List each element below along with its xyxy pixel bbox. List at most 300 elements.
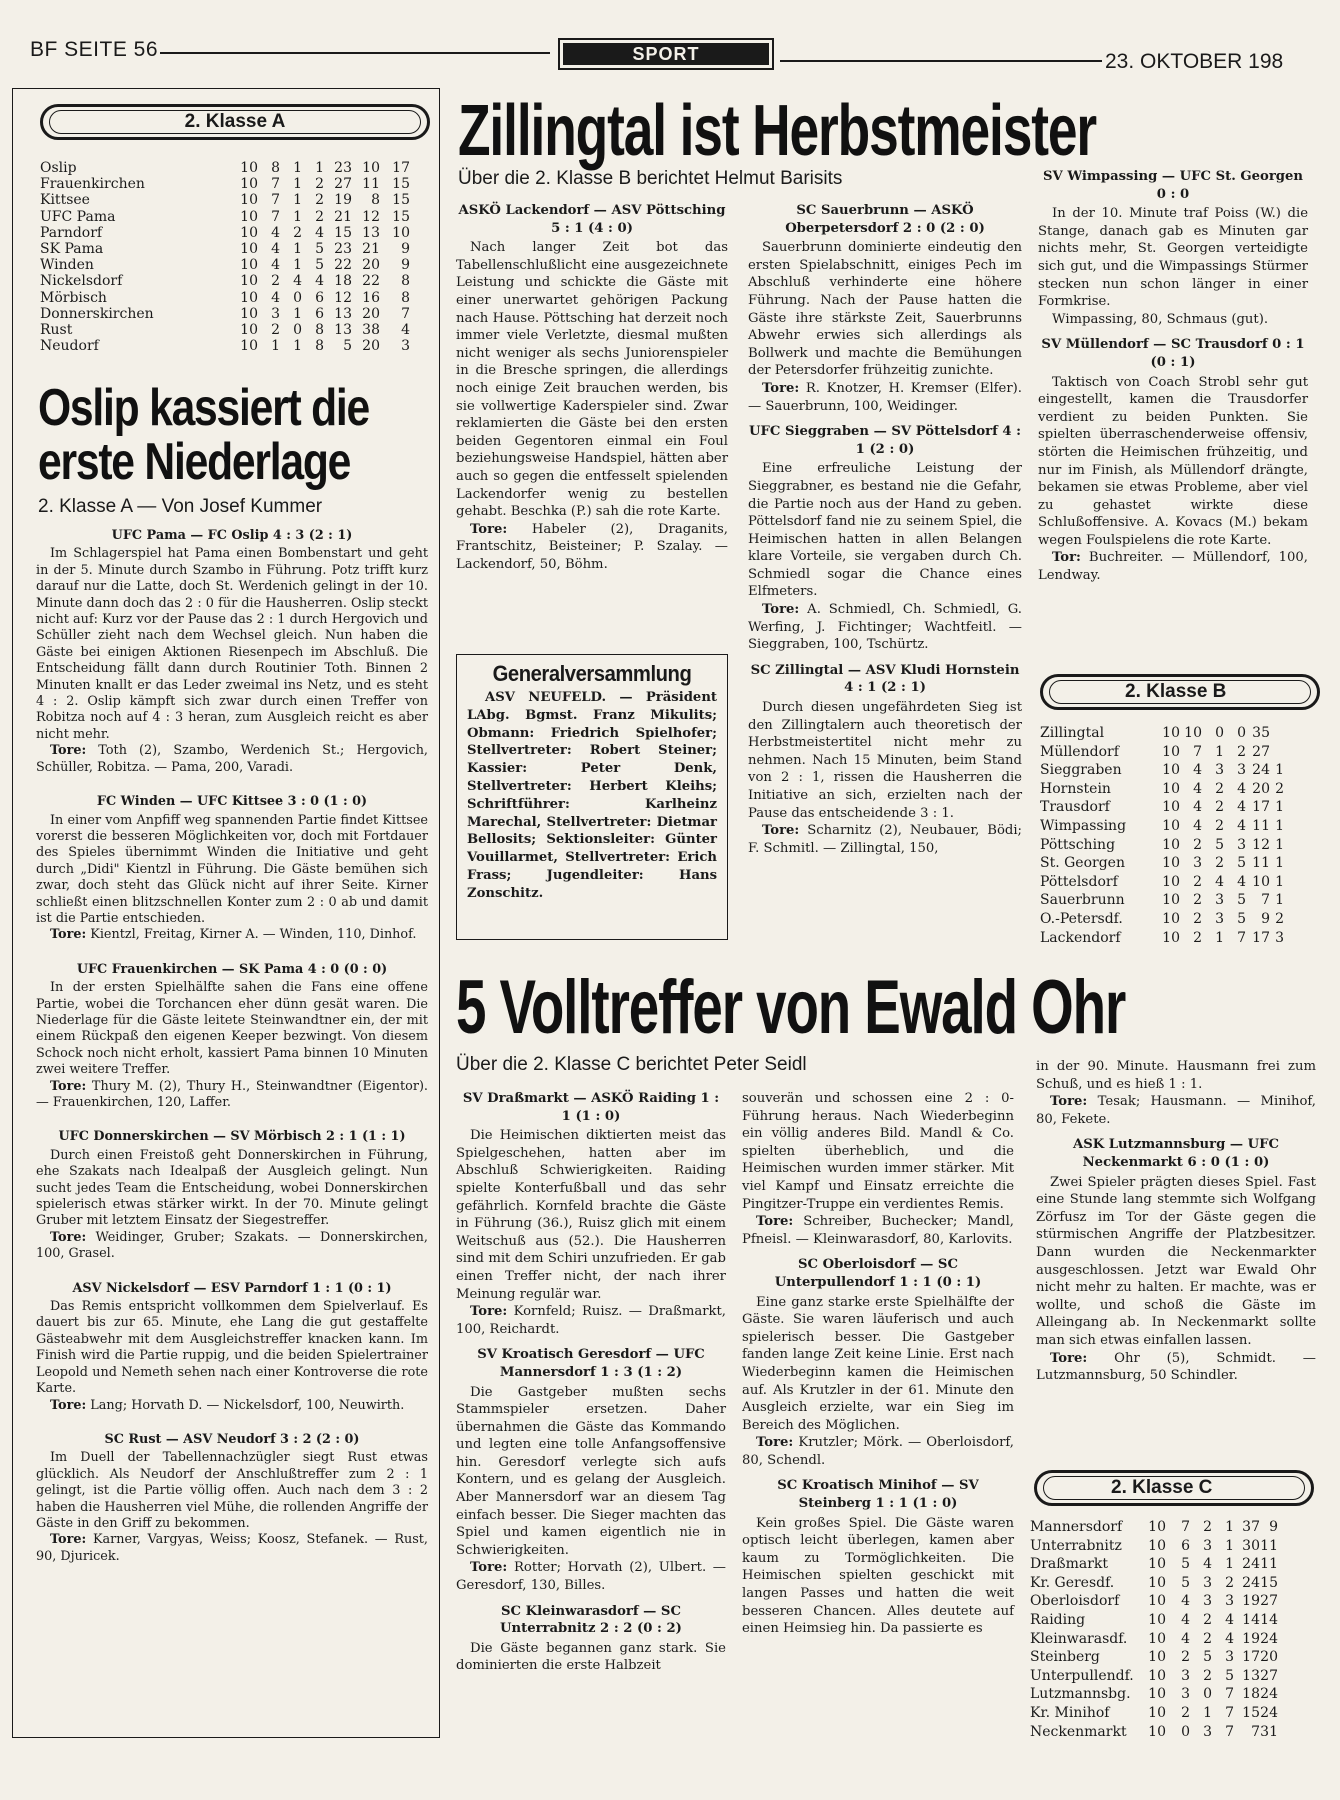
- standings-value: 5: [1225, 1667, 1234, 1684]
- oslip-headline-line1: Oslip kassiert die: [38, 379, 369, 437]
- standings-value: [1278, 1518, 1288, 1537]
- standings-value: 10: [240, 273, 258, 290]
- standings-value: 2: [1215, 799, 1224, 816]
- standings-value: 4: [1237, 873, 1246, 890]
- standings-value: 15: [334, 224, 352, 241]
- match-scorers: Tore: Habeler (2), Draganits, Frantschitz, Beisteiner; P. Szalay. — Lackendorf, 50, Böhm.: [456, 521, 728, 572]
- standings-value: 10: [1148, 1537, 1166, 1554]
- standings-value: 10: [1148, 1611, 1166, 1628]
- standings-value: 10: [1162, 762, 1180, 779]
- standings-value: 5: [1215, 836, 1224, 853]
- standings-value: 10: [1162, 799, 1180, 816]
- team-name: St. Georgen: [1040, 855, 1125, 872]
- ohr-col-2: [742, 1090, 1014, 1638]
- match-report: in der 90. Minute. Hausmann frei zum Schuß, und es hieß 1 : 1.: [1036, 1059, 1316, 1092]
- standings-value: 4: [401, 322, 410, 339]
- standings-value: [1284, 836, 1298, 855]
- match-scorers: Tore: Tesak; Hausmann. — Minihof, 80, Fekete.: [1036, 1094, 1316, 1127]
- team-name: Zillingtal: [1040, 725, 1105, 741]
- match-scorers: Tore: Weidinger, Gruber; Szakats. — Donnerskirchen, 100, Grasel.: [36, 1229, 428, 1262]
- standings-value: 5: [1181, 1574, 1190, 1591]
- match-report: Eine erfreuliche Leistung der Sieggrabner, es bestand nie die Gefahr, die Partie noch aus der Hand zu geben. Pöttelsdorf fand nie zu seinem Spiel, die Heimischen hatten in allen Belangen klare Vorteile, sie vergaben durch Ch. Schmiedl sogar die Chance eines Elfmeters.: [748, 461, 1022, 600]
- team-name: Müllendorf: [1040, 743, 1119, 760]
- standings-value: 10: [240, 289, 258, 306]
- standings-value: 1: [1275, 836, 1284, 853]
- standings-row: [1030, 1630, 1330, 1649]
- klasse-c-title-pill: [1034, 1470, 1314, 1506]
- standings-value: 5: [1237, 855, 1246, 872]
- standings-value: 3: [1203, 1593, 1212, 1610]
- standings-value: [1284, 724, 1298, 743]
- standings-value: 27: [1260, 1593, 1278, 1610]
- standings-value: 1: [1215, 929, 1224, 946]
- standings-value: 2: [1203, 1519, 1212, 1535]
- standings-value: [1278, 1704, 1288, 1723]
- standings-value: 19: [1242, 1630, 1260, 1647]
- standings-value: 14: [1260, 1611, 1278, 1628]
- standings-value: 1: [293, 257, 302, 274]
- team-name: Donnerskirchen: [40, 305, 154, 322]
- standings-value: 4: [1203, 1556, 1212, 1573]
- standings-value: [1278, 1611, 1288, 1630]
- klasse-c-standings: [1030, 1518, 1330, 1741]
- standings-value: 10: [240, 224, 258, 241]
- match-report: In einer vom Anpfiff weg spannenden Partie findet Kittsee vorerst die besseren Möglichkeiten vor, doch mit Fortdauer des Spieles übernimmt Winden die Initiative und geht durch „Didi" Kientzl in Führung. Die Gäste bemühen sich zwar, doch steht das Glück nicht auf ihrer Seite. Kirner schließt einen blitzschnellen Konter zum 2 : 0 ab und damit ist die Partie entschieden.: [36, 812, 428, 926]
- standings-value: 35: [1252, 725, 1270, 741]
- match-scorers: Tor: Buchreiter. — Müllendorf, 100, Lendway.: [1038, 550, 1308, 584]
- standings-value: 3: [1181, 1667, 1190, 1684]
- standings-value: [1284, 910, 1298, 929]
- standings-value: 12: [362, 208, 380, 225]
- standings-value: 10: [240, 338, 258, 355]
- standings-value: 8: [401, 273, 410, 290]
- team-name: Kr. Geresdf.: [1030, 1574, 1115, 1591]
- match-heading: ASK Lutzmannsburg — UFC Neckenmarkt 6 : 0 (1 : 0): [1072, 1137, 1280, 1170]
- team-name: Kittsee: [40, 192, 90, 209]
- standings-value: 1: [293, 305, 302, 322]
- zillingtal-headline: Zillingtal ist Herbstmeister: [458, 91, 1097, 171]
- standings-value: [1284, 891, 1298, 910]
- standings-value: 3: [1225, 1649, 1234, 1666]
- standings-value: 13: [334, 305, 352, 322]
- standings-value: 10: [240, 257, 258, 274]
- standings-value: 0: [1215, 725, 1224, 741]
- standings-value: 2: [1203, 1611, 1212, 1628]
- standings-value: 10: [1148, 1630, 1166, 1647]
- standings-value: 1: [293, 176, 302, 193]
- standings-value: 22: [362, 273, 380, 290]
- standings-value: 1: [1275, 855, 1284, 872]
- standings-value: 19: [1242, 1593, 1260, 1610]
- match-scorers: Tore: Toth (2), Szambo, Werdenich St.; Hergovich, Schüller, Robitza. — Pama, 200, Varadi.: [36, 743, 428, 775]
- match-heading: SV Draßmarkt — ASKÖ Raiding 1 : 1 (1 : 0): [462, 1091, 720, 1124]
- match-report: Zwei Spieler prägten dieses Spiel. Fast eine Stunde lang stemmte sich Wolfgang Zörfusz im Tor der Gäste gegen die stürmischen Angriffe der Platzbesitzer. Dann wurden die Neckenmarkter ausgeschlossen. Jetzt war Ewald Ohr nicht mehr zu halten. Er machte, was er wollte, und schoß die Gäste im Alleingang ab. In Neckenmarkt sollte man sich etwas einfallen lassen.: [1036, 1174, 1316, 1348]
- standings-value: 6: [315, 305, 324, 322]
- standings-row: [1030, 1555, 1330, 1574]
- standings-value: 0: [1181, 1723, 1190, 1740]
- standings-value: 7: [1225, 1686, 1234, 1703]
- standings-value: 37: [1242, 1519, 1260, 1535]
- standings-value: 4: [293, 273, 302, 290]
- standings-value: 1: [293, 241, 302, 258]
- standings-value: 3: [1203, 1574, 1212, 1591]
- standings-value: 17: [1252, 929, 1270, 946]
- standings-value: 10: [240, 305, 258, 322]
- zillingtal-col-1: [456, 202, 728, 573]
- standings-value: 8: [315, 338, 324, 355]
- standings-value: 2: [1181, 1704, 1190, 1721]
- team-name: Unterpullendf.: [1030, 1667, 1134, 1684]
- standings-value: 1: [1225, 1556, 1234, 1573]
- match-report: Durch einen Freistoß geht Donnerskirchen in Führung, ehe Szakats nach Idealpaß der Ausgleich gelingt. Nun sucht jedes Team die Entscheidung, wobei Donnerskirchen spielerisch etwas stärker wirkt. In der 70. Minute gelingt Gruber mit letztem Einsatz der Siegestreffer.: [36, 1147, 428, 1229]
- standings-value: 22: [334, 257, 352, 274]
- standings-row: [1040, 761, 1340, 780]
- standings-value: 14: [1242, 1611, 1260, 1628]
- standings-value: 7: [1251, 1723, 1260, 1740]
- standings-value: [1278, 1723, 1288, 1742]
- match-heading: UFC Sieggraben — SV Pöttelsdorf 4 : 1 (2 : 0): [749, 424, 1021, 457]
- standings-value: 9: [1269, 1519, 1278, 1535]
- standings-row: [40, 322, 430, 338]
- standings-row: [40, 176, 430, 192]
- standings-value: 2: [1193, 873, 1202, 890]
- standings-row: [1030, 1592, 1330, 1611]
- team-name: Nickelsdorf: [40, 273, 123, 290]
- section-label: SPORT: [563, 43, 769, 65]
- standings-value: 11: [1260, 1556, 1278, 1573]
- standings-value: 10: [1162, 892, 1180, 909]
- standings-value: 1: [1275, 817, 1284, 834]
- match-report: Sauerbrunn dominierte eindeutig den ersten Spielabschnitt, einiges Pech im Abschluß verhinderte eine höhere Führung. Nach der Pause hatten die Gäste ihre stärkste Zeit, Sauerbrunns Abwehr erwies sich allerdings als Bollwerk und machte die Bemühungen der Petersdorfer frühzeitig zunichte.: [748, 240, 1022, 379]
- standings-value: 10: [240, 241, 258, 258]
- standings-value: 6: [1181, 1537, 1190, 1554]
- team-name: Lutzmannsbg.: [1030, 1686, 1131, 1703]
- standings-value: 17: [1242, 1649, 1260, 1666]
- team-name: Kleinwarasdf.: [1030, 1630, 1128, 1647]
- standings-value: 5: [1181, 1556, 1190, 1573]
- standings-value: 11: [1252, 855, 1270, 872]
- match-report: Eine ganz starke erste Spielhälfte der Gäste. Sie waren läuferisch und auch spielerisch besser. Die Gastgeber fanden lange Zeit keine Linie. Erst nach Wiederbeginn kamen die Heimischen auf. Als Krutzler in der 61. Minute den Ausgleich erzielte, war ein Sieg im Bereich des Möglichen.: [742, 1294, 1014, 1433]
- standings-value: 7: [401, 305, 410, 322]
- standings-value: [1278, 1630, 1288, 1649]
- oslip-article-body: [36, 528, 428, 1565]
- match-report: Im Duell der Tabellennachzügler siegt Rust etwas glücklich. Als Neudorf der Anschlußtreffer zum 2 : 1 gelingt, ist die Partie völlig offen. Auch nach dem 3 : 2 haben die Hausherren viel Mühe, die rollenden Angriffe der Gäste in den Griff zu bekommen.: [36, 1450, 428, 1531]
- standings-value: 10: [1148, 1574, 1166, 1591]
- standings-row: [1030, 1723, 1330, 1742]
- standings-value: 3: [1193, 855, 1202, 872]
- match-heading: SC Oberloisdorf — SC Unterpullendorf 1 : 1 (0 : 1): [774, 1257, 982, 1290]
- standings-value: 15: [392, 208, 410, 225]
- match-heading: ASV Nickelsdorf — ESV Parndorf 1 : 1 (0 : 1): [72, 1280, 392, 1296]
- match-scorers: Tore: Krutzler; Mörk. — Oberloisdorf, 80, Schendl.: [742, 1435, 1014, 1468]
- standings-value: 7: [271, 192, 280, 209]
- standings-row: [1040, 798, 1340, 817]
- standings-value: 0: [1237, 725, 1246, 741]
- standings-value: 10: [1162, 780, 1180, 797]
- match-heading: FC Winden — UFC Kittsee 3 : 0 (1 : 0): [96, 794, 368, 810]
- match-scorers: Tore: Scharnitz (2), Neubauer, Bödi; F. Schmitl. — Zillingtal, 150,: [748, 823, 1022, 856]
- standings-value: 4: [1181, 1630, 1190, 1647]
- standings-value: 21: [362, 241, 380, 258]
- standings-value: 17: [1252, 799, 1270, 816]
- standings-value: 20: [1252, 780, 1270, 797]
- team-name: Mannersdorf: [1030, 1519, 1123, 1535]
- standings-row: [1040, 724, 1340, 743]
- standings-value: 21: [334, 208, 352, 225]
- standings-row: [1040, 910, 1340, 929]
- standings-value: 10: [1162, 836, 1180, 853]
- standings-value: [1284, 780, 1298, 799]
- generalversammlung-body: ASV NEUFELD. — Präsident LAbg. Bgmst. Franz Mikulits; Obmann: Friedrich Spielhofer; Stellvertreter: Robert Steiner; Kassier: Peter Denk, Stellvertreter: Herbert Kleihs; Schriftführer: Karlheinz Marechal, Stellvertreter: Dietmar Bellosits; Sektionsleiter: Günter Vouillarmet, Stellvertreter: Erich Frass; Jugendleiter: Hans Zonschitz.: [467, 690, 717, 901]
- standings-value: 7: [1261, 892, 1270, 909]
- standings-value: 1: [1275, 892, 1284, 909]
- standings-value: 10: [1162, 910, 1180, 927]
- standings-value: 13: [362, 224, 380, 241]
- standings-value: 2: [1193, 910, 1202, 927]
- standings-value: 10: [240, 322, 258, 339]
- ohr-col-1: [456, 1090, 726, 1675]
- match-report: Das Remis entspricht vollkommen dem Spielverlauf. Es dauert bis zur 65. Minute, ehe Lang die gut gestaffelte Gästeabwehr mit dem Ausgleichstreffer knacken kann. Im Finish wird die Partie ruppig, und die beiden Spielertrainer Leopold und Nemeth sehen nach einer Kontroverse die rote Karte.: [36, 1299, 428, 1397]
- standings-value: 3: [1237, 836, 1246, 853]
- standings-value: 10: [1162, 817, 1180, 834]
- standings-value: 12: [1252, 836, 1270, 853]
- team-name: Oslip: [40, 160, 77, 176]
- standings-value: 24: [1260, 1704, 1278, 1721]
- zillingtal-col-3: [1038, 168, 1308, 585]
- standings-value: 10: [240, 176, 258, 193]
- match-report: Taktisch von Coach Strobl sehr gut eingestellt, kamen die Trausdorfer verdient zu beiden Punkten. Sie spielten überraschenderweise offensiv, störten die Heimischen frühzeitig, und nur im Finish, als Müllendorf drängte, bekamen sie etwas Probleme, aber viel zu gehastet wirkte diese Schlußoffensive. A. Kovacs (M.) bekam wegen Foulspielens die rote Karte.: [1038, 374, 1308, 548]
- match-report: Durch diesen ungefährdeten Sieg ist den Zillingtalern auch theoretisch der Herbstmeistertitel nicht mehr zu nehmen. Nach 15 Minuten, beim Stand von 2 : 1, rissen die Hausherren die Initiative an sich, erzielten nach der Pause das entscheidende 3 : 1.: [748, 700, 1022, 821]
- standings-row: [1030, 1537, 1330, 1556]
- standings-value: 7: [1181, 1519, 1190, 1535]
- standings-value: 1: [1275, 762, 1284, 779]
- standings-value: 5: [1203, 1649, 1212, 1666]
- standings-value: 0: [1203, 1686, 1212, 1703]
- standings-value: 2: [293, 224, 302, 241]
- standings-value: 2: [1215, 817, 1224, 834]
- match-report: Die Gastgeber mußten sechs Stammspieler ersetzen. Daher übernahmen die Gäste das Kommando und legten eine tolle Anfangsoffensive hin. Geresdorf verlegte sich aufs Kontern, und es gelang der Ausgleich. Aber Mannersdorf war an diesem Tag einfach besser. Die Sieger machten das Spiel und kamen eigentlich nie in Schwierigkeiten.: [456, 1384, 726, 1558]
- zillingtal-col-3-clip: [1038, 168, 1308, 668]
- standings-value: 12: [334, 289, 352, 306]
- standings-value: 18: [1242, 1686, 1260, 1703]
- ohr-headline: 5 Volltreffer von Ewald Ohr: [456, 965, 1126, 1050]
- standings-value: 4: [1193, 780, 1202, 797]
- standings-value: 3: [1215, 910, 1224, 927]
- ohr-col-3-clip: [1034, 1058, 1316, 1438]
- standings-value: 24: [1242, 1556, 1260, 1573]
- standings-value: 3: [1225, 1593, 1234, 1610]
- standings-value: 16: [362, 289, 380, 306]
- standings-value: 1: [1225, 1537, 1234, 1554]
- standings-row: [40, 209, 430, 225]
- team-name: Neckenmarkt: [1030, 1723, 1127, 1740]
- standings-value: 3: [1275, 929, 1284, 946]
- standings-value: 10: [240, 192, 258, 209]
- standings-row: [40, 290, 430, 306]
- match-report: Im Schlagerspiel hat Pama einen Bombenstart und geht in der 5. Minute durch Szambo in Führung. Potz trifft kurz darauf nur die Latte, doch St. Werdenich gelingt in der 10. Minute dann doch das 2 : 0 für die Hausherren. Oslip steckt nicht auf: Kurz vor der Pause das 2 : 1 durch Hergovich und Schüller zieht nach dem Wechsel gleich. Nun haben die Gäste bei einigen Aktionen Riesenpech im Abschluß. Die Entscheidung fällt dann durch Routinier Toth. Binnen 2 Minuten knallt er das Leder zweimal ins Netz, und es steht 4 : 2. Oslip kämpft sich zwar durch einen Treffer von Robitza noch auf 4 : 3 heran, zum Ausgleich reicht es aber nicht mehr.: [36, 546, 428, 742]
- standings-value: 27: [1260, 1667, 1278, 1684]
- team-name: Oberloisdorf: [1030, 1593, 1120, 1610]
- match-scorers: Tore: Rotter; Horvath (2), Ulbert. — Geresdorf, 130, Billes.: [456, 1560, 726, 1594]
- standings-value: 11: [362, 176, 380, 193]
- standings-row: [1040, 817, 1340, 836]
- standings-value: 10: [1148, 1667, 1166, 1684]
- standings-row: [40, 192, 430, 208]
- standings-value: 3: [271, 305, 280, 322]
- standings-value: 9: [401, 241, 410, 258]
- standings-value: 11: [1252, 817, 1270, 834]
- team-name: Wimpassing: [1040, 817, 1127, 834]
- standings-value: 24: [1260, 1686, 1278, 1703]
- standings-value: [1278, 1648, 1288, 1667]
- team-name: Sieggraben: [1040, 762, 1122, 779]
- standings-value: 2: [271, 273, 280, 290]
- match-heading: UFC Pama — FC Oslip 4 : 3 (2 : 1): [111, 528, 353, 543]
- standings-value: 31: [1260, 1723, 1278, 1740]
- standings-value: 5: [1237, 910, 1246, 927]
- standings-value: 4: [315, 273, 324, 290]
- standings-value: 20: [362, 257, 380, 274]
- standings-value: 4: [1181, 1611, 1190, 1628]
- standings-value: 5: [315, 257, 324, 274]
- standings-value: 18: [334, 273, 352, 290]
- standings-value: 1: [271, 338, 280, 355]
- standings-row: [40, 257, 430, 273]
- standings-value: 7: [1225, 1704, 1234, 1721]
- standings-value: 2: [1193, 836, 1202, 853]
- standings-value: 4: [1237, 817, 1246, 834]
- match-heading: SV Müllendorf — SC Trausdorf 0 : 1 (0 : 1): [1041, 337, 1305, 370]
- standings-value: [1284, 854, 1298, 873]
- standings-value: 11: [1260, 1537, 1278, 1554]
- standings-value: 1: [293, 338, 302, 355]
- standings-value: 7: [1225, 1723, 1234, 1740]
- standings-value: 2: [1215, 855, 1224, 872]
- standings-value: 4: [1237, 780, 1246, 797]
- standings-row: [1030, 1574, 1330, 1593]
- standings-row: [40, 241, 430, 257]
- standings-value: [1278, 1667, 1288, 1686]
- standings-value: [1270, 724, 1284, 743]
- standings-value: 3: [401, 338, 410, 355]
- match-scorers: Tore: Schreiber, Buchecker; Mandl, Pfneisl. — Kleinwarasdorf, 80, Karlovits.: [742, 1214, 1014, 1247]
- oslip-headline-line2: erste Niederlage: [38, 433, 351, 491]
- standings-value: 24: [1242, 1574, 1260, 1591]
- standings-value: 15: [392, 192, 410, 209]
- standings-value: 10: [1148, 1704, 1166, 1721]
- team-name: Trausdorf: [1040, 799, 1110, 816]
- klasse-c-title: 2. Klasse C: [1111, 1477, 1213, 1498]
- match-report: Die Gäste begannen ganz stark. Sie dominierten die erste Halbzeit: [456, 1640, 726, 1674]
- match-scorers: Tore: R. Knotzer, H. Kremser (Elfer). — Sauerbrunn, 100, Weidinger.: [748, 380, 1022, 414]
- standings-row: [40, 306, 430, 322]
- standings-value: 27: [334, 176, 352, 193]
- standings-value: [1278, 1537, 1288, 1556]
- standings-value: 4: [1193, 799, 1202, 816]
- standings-value: 0: [293, 322, 302, 339]
- standings-value: 3: [1203, 1537, 1212, 1554]
- team-name: Neudorf: [40, 338, 99, 355]
- standings-value: [1284, 798, 1298, 817]
- team-name: SK Pama: [40, 241, 104, 258]
- standings-value: 7: [1237, 929, 1246, 946]
- standings-value: 6: [315, 289, 324, 306]
- match-report: Die Heimischen diktierten meist das Spielgeschehen, hatten aber im Abschluß Schwierigkeiten. Raiding spielte Konterfußball und das sehr gefährlich. Kornfeld brachte die Gäste in Führung (36.), Ruisz glich mit einem Weitschuß aus (52.). Die Hausherren sind mit dem Schiri unzufrieden. Er gab einen Treffer nicht, der nach ihrer Meinung regulär war.: [456, 1128, 726, 1302]
- team-name: Pöttsching: [1040, 836, 1116, 853]
- standings-value: 30: [1242, 1537, 1260, 1554]
- standings-value: 10: [240, 160, 258, 176]
- standings-value: 10: [1162, 855, 1180, 872]
- standings-value: 10: [1162, 873, 1180, 890]
- oslip-byline: 2. Klasse A — Von Josef Kummer: [38, 496, 323, 517]
- ohr-col-3: [1036, 1058, 1316, 1385]
- klasse-c-clip: [1030, 1518, 1288, 1746]
- team-name: Mörbisch: [40, 289, 107, 306]
- standings-value: 10: [1252, 873, 1270, 890]
- standings-value: 3: [1237, 762, 1246, 779]
- match-report: Nach langer Zeit bot das Tabellenschlußlicht eine ausgezeichnete Leistung und schickte die Gäste mit einer unerwartet gehörigen Packung nach Hause. Pöttsching hat derzeit noch immer viele Verletzte, diesmal mußten nicht weniger als sechs Juniorenspieler in die Bresche springen, die allerdings noch einige Zeit brauchen werden, bis sie vollwertige Kaderspieler sind. Zwar reklamierten die Gäste bei den ersten beiden Gegentoren einmal ein Foul beziehungsweise Handspiel, hätten aber auch so gegen die entfesselt spielenden Lackendorfer wenig zu bestellen gehabt. Beschka (P.) sah die rote Karte.: [456, 240, 728, 520]
- match-scorers: Tore: Ohr (5), Schmidt. — Lutzmannsburg, 50 Schindler.: [1036, 1350, 1316, 1384]
- standings-value: 10: [362, 160, 380, 176]
- match-heading: ASKÖ Lackendorf — ASV Pöttsching 5 : 1 (4 : 0): [458, 203, 726, 236]
- standings-row: [40, 160, 430, 176]
- standings-value: 1: [293, 160, 302, 176]
- standings-value: 5: [1237, 892, 1246, 909]
- match-report: Kein großes Spiel. Die Gäste waren optisch leicht überlegen, kamen aber kaum zu Tormöglichkeiten. Die Heimischen spielten geschickt mit langen Passes und hatten die weit besseren Chancen. Alles deutete auf einen Heimsieg hin. Da passierte es: [742, 1515, 1014, 1637]
- standings-value: 2: [1203, 1667, 1212, 1684]
- standings-value: 3: [1215, 762, 1224, 779]
- standings-row: [40, 273, 430, 289]
- match-heading: SC Kleinwarasdorf — SC Unterrabnitz 2 : 2 (0 : 2): [500, 1603, 682, 1637]
- date-clip: [1100, 46, 1288, 76]
- standings-value: 4: [271, 224, 280, 241]
- standings-value: 3: [1203, 1723, 1212, 1740]
- standings-value: [1278, 1592, 1288, 1611]
- team-name: O.-Petersdf.: [1040, 910, 1123, 927]
- standings-value: 10: [1148, 1556, 1166, 1573]
- team-name: Rust: [40, 322, 73, 339]
- standings-value: 1: [1225, 1519, 1234, 1535]
- standings-value: 10: [1148, 1649, 1166, 1666]
- standings-value: 15: [1242, 1704, 1260, 1721]
- standings-value: 10: [1148, 1723, 1166, 1740]
- standings-value: [1284, 817, 1298, 836]
- zillingtal-col-2: [748, 202, 1022, 857]
- standings-value: 1: [1203, 1704, 1212, 1721]
- standings-value: [1270, 743, 1284, 762]
- standings-value: 10: [1148, 1686, 1166, 1703]
- match-heading: SV Kroatisch Geresdorf — UFC Mannersdorf 1 : 3 (1 : 2): [477, 1347, 705, 1380]
- standings-value: [1284, 761, 1298, 780]
- standings-row: [40, 338, 430, 354]
- standings-value: 3: [1181, 1686, 1190, 1703]
- team-name: Hornstein: [1040, 780, 1111, 797]
- standings-value: [1278, 1574, 1288, 1593]
- standings-value: 13: [334, 322, 352, 339]
- standings-row: [1040, 743, 1340, 762]
- standings-value: 8: [271, 160, 280, 176]
- standings-row: [1040, 873, 1340, 892]
- standings-value: 10: [1162, 929, 1180, 946]
- klasse-a-standings: [40, 160, 430, 354]
- match-scorers: Tore: Lang; Horvath D. — Nickelsdorf, 100, Neuwirth.: [50, 1397, 405, 1413]
- klasse-a-title: 2. Klasse A: [184, 111, 286, 132]
- generalversammlung-box: [456, 654, 728, 940]
- standings-value: 10: [1148, 1593, 1166, 1610]
- team-name: Kr. Minihof: [1030, 1704, 1110, 1721]
- standings-value: 4: [1225, 1630, 1234, 1647]
- standings-value: 4: [1193, 817, 1202, 834]
